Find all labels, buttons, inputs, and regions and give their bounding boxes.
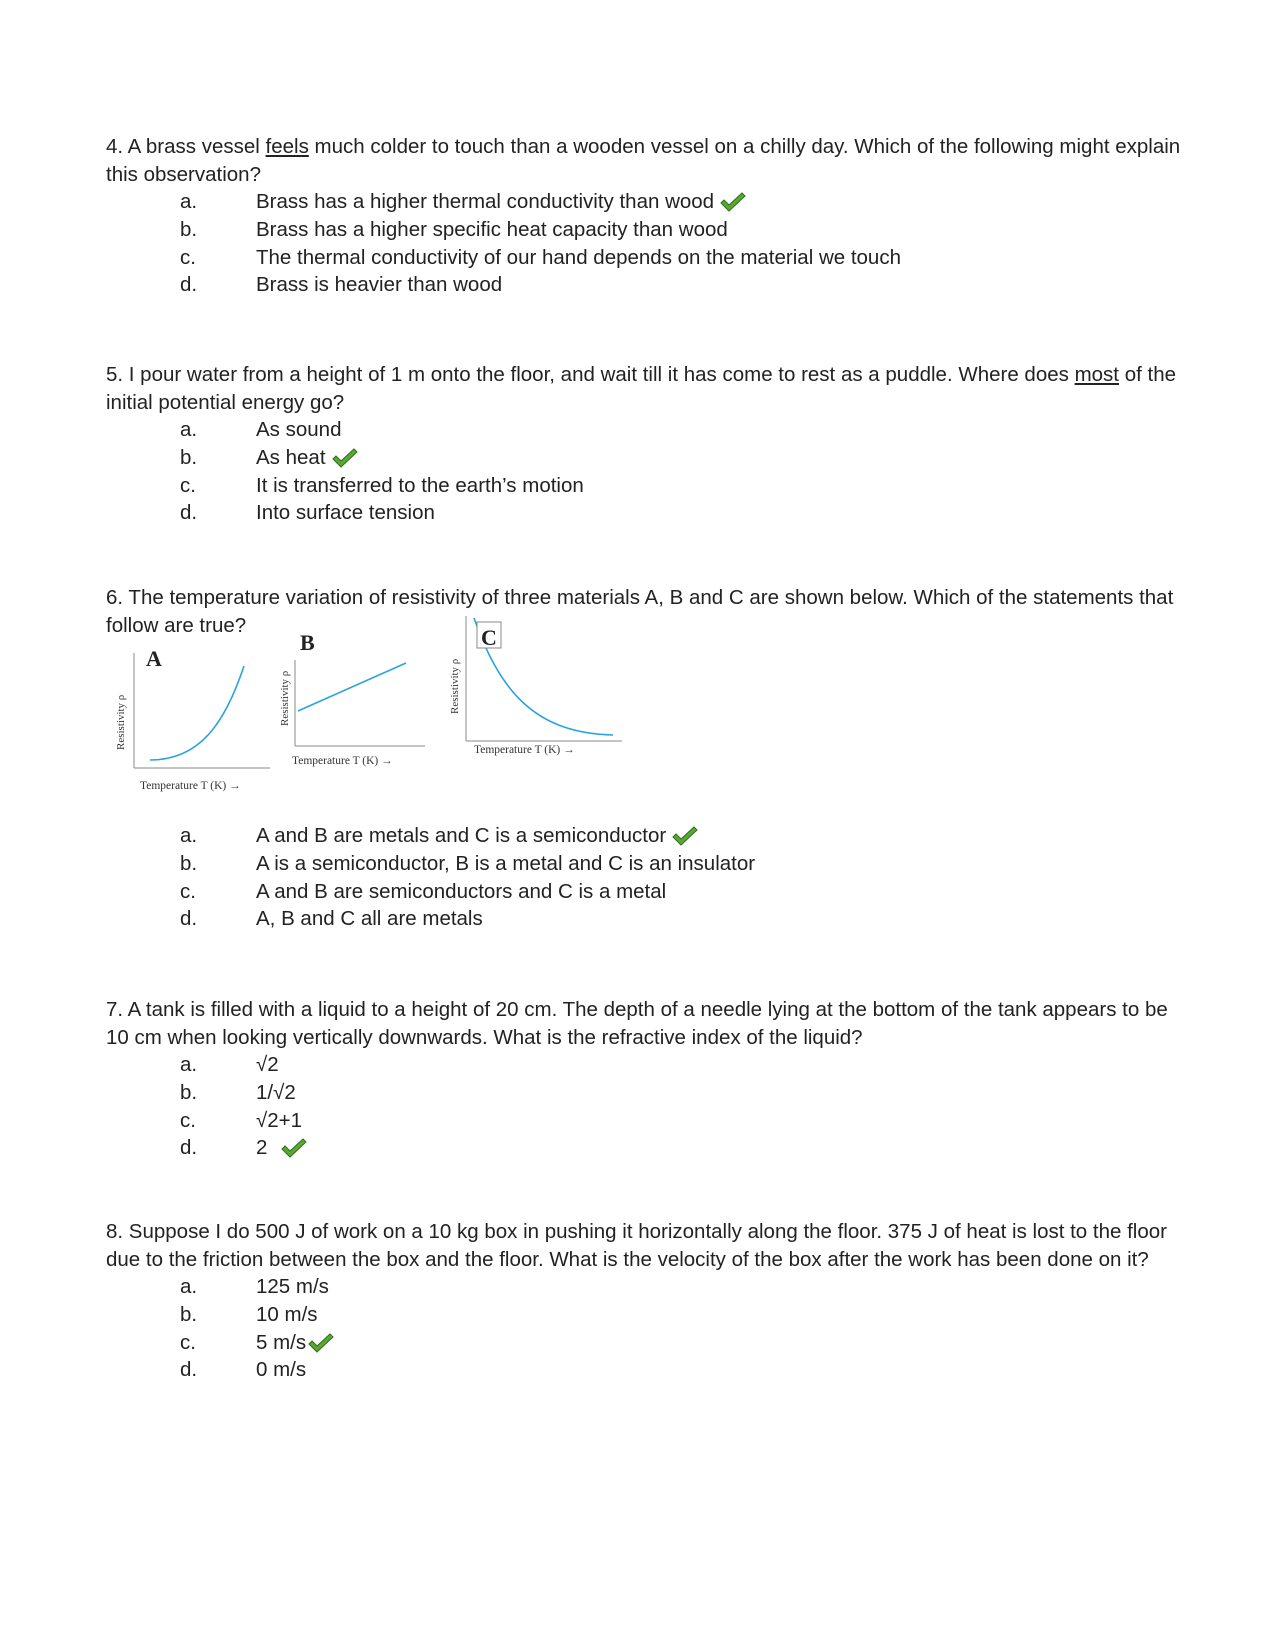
option-text: It is transferred to the earth’s motion bbox=[256, 473, 584, 497]
option-list bbox=[106, 1273, 1186, 1384]
option-c bbox=[106, 1329, 1186, 1357]
question-stem: 6. The temperature variation of resistivity of three materials A, B and C are shown below. Which of the statements that follow are true? bbox=[106, 586, 1174, 637]
option-c bbox=[106, 244, 1186, 272]
check-mark-icon bbox=[308, 1333, 334, 1353]
question-7 bbox=[106, 996, 1186, 1162]
option-letter: d. bbox=[180, 273, 198, 297]
question-6-options bbox=[106, 822, 1186, 933]
option-text: 2 bbox=[256, 1136, 268, 1160]
option-letter: b. bbox=[180, 445, 198, 469]
option-text: A, B and C all are metals bbox=[256, 907, 483, 931]
graph-c-xlabel: Temperature T (K) → bbox=[474, 744, 575, 756]
question-stem: 7. A tank is filled with a liquid to a height of 20 cm. The depth of a needle lying at the bottom of the tank appears to be 10 cm when looking vertically downwards. What is the refractive index of the liquid? bbox=[106, 998, 1168, 1049]
graph-a-label: A bbox=[146, 646, 162, 671]
option-text: 5 m/s bbox=[256, 1330, 307, 1354]
stem-text: much colder to touch than a wooden vessel on a chilly day. Which of the following might explain this observation? bbox=[106, 135, 1181, 186]
option-b bbox=[106, 444, 1186, 472]
option-letter: a. bbox=[180, 418, 198, 441]
graph-a-curve bbox=[150, 666, 244, 760]
option-letter: c. bbox=[180, 245, 196, 269]
option-letter: c. bbox=[180, 1330, 196, 1354]
option-text: Brass is heavier than wood bbox=[256, 273, 503, 297]
question-stem bbox=[106, 133, 1186, 188]
option-text: 125 m/s bbox=[256, 1275, 329, 1298]
graph-a-ylabel: Resistivity ρ bbox=[115, 694, 127, 750]
option-text: As heat bbox=[256, 445, 326, 469]
graph-b-ylabel: Resistivity ρ bbox=[279, 670, 291, 726]
graph-c-label: C bbox=[481, 625, 497, 650]
option-a bbox=[106, 416, 1186, 444]
option-a bbox=[106, 1051, 1186, 1079]
option-letter: b. bbox=[180, 1302, 198, 1326]
option-body bbox=[256, 1329, 334, 1357]
option-d bbox=[106, 1134, 1186, 1162]
check-mark-icon bbox=[281, 1138, 307, 1158]
option-a bbox=[106, 822, 1186, 850]
graph-b-line bbox=[298, 663, 406, 711]
option-d bbox=[106, 905, 1186, 933]
question-stem bbox=[106, 361, 1186, 416]
option-d bbox=[106, 499, 1186, 527]
option-list bbox=[106, 822, 1186, 933]
option-text: A and B are semiconductors and C is a metal bbox=[256, 879, 667, 903]
option-text: 0 m/s bbox=[256, 1358, 307, 1382]
graph-a-xlabel: Temperature T (K) → bbox=[140, 780, 241, 792]
stem-emphasis: feels bbox=[265, 135, 309, 158]
option-text: 10 m/s bbox=[256, 1302, 318, 1326]
stem-text: of the initial potential energy go? bbox=[106, 363, 1177, 414]
option-letter: b. bbox=[180, 217, 198, 241]
stem-text: 4. A brass vessel bbox=[106, 135, 266, 158]
option-text: Into surface tension bbox=[256, 501, 435, 525]
option-text: √2 bbox=[256, 1053, 279, 1076]
option-text: The thermal conductivity of our hand depends on the material we touch bbox=[256, 245, 901, 269]
option-letter: c. bbox=[180, 879, 196, 903]
option-letter: b. bbox=[180, 851, 198, 875]
option-a bbox=[106, 188, 1186, 216]
option-b bbox=[106, 1079, 1186, 1107]
option-letter: a. bbox=[180, 1053, 198, 1076]
option-letter: d. bbox=[180, 501, 198, 525]
option-b bbox=[106, 216, 1186, 244]
option-d bbox=[106, 271, 1186, 299]
check-mark-icon bbox=[332, 448, 358, 468]
option-letter: d. bbox=[180, 1136, 198, 1160]
option-c bbox=[106, 878, 1186, 906]
question-5 bbox=[106, 361, 1186, 527]
option-text: A is a semiconductor, B is a metal and C is an insulator bbox=[256, 851, 756, 875]
question-4 bbox=[106, 133, 1186, 299]
option-letter: c. bbox=[180, 1108, 196, 1132]
option-list bbox=[106, 1051, 1186, 1162]
option-text: Brass has a higher specific heat capacity than wood bbox=[256, 217, 728, 241]
option-body bbox=[256, 1134, 307, 1162]
option-letter: a. bbox=[180, 824, 198, 847]
resistivity-graphs bbox=[110, 625, 670, 818]
option-b bbox=[106, 1301, 1186, 1329]
option-text: 1/√2 bbox=[256, 1080, 296, 1104]
option-list bbox=[106, 188, 1186, 299]
option-letter: a. bbox=[180, 190, 198, 213]
option-letter: b. bbox=[180, 1080, 198, 1104]
option-body bbox=[256, 444, 358, 472]
option-letter: d. bbox=[180, 1358, 198, 1382]
question-8 bbox=[106, 1218, 1186, 1384]
option-letter: c. bbox=[180, 473, 196, 497]
check-mark-icon bbox=[720, 192, 746, 212]
graph-a bbox=[115, 646, 270, 792]
option-text: Brass has a higher thermal conductivity than wood bbox=[256, 190, 715, 213]
option-c bbox=[106, 1107, 1186, 1135]
option-letter: a. bbox=[180, 1275, 198, 1298]
option-list bbox=[106, 416, 1186, 527]
question-6 bbox=[106, 584, 1186, 639]
option-text: As sound bbox=[256, 418, 342, 441]
check-mark-icon bbox=[672, 826, 698, 846]
question-stem: 8. Suppose I do 500 J of work on a 10 kg box in pushing it horizontally along the floor. 375 J of heat is lost to the floor due to the friction between the box and the floor. What is the velocity of the box after the work has been done on it? bbox=[106, 1220, 1167, 1271]
graph-b-label: B bbox=[300, 630, 315, 655]
graph-b-xlabel: Temperature T (K) → bbox=[292, 755, 393, 767]
option-b bbox=[106, 850, 1186, 878]
option-body bbox=[256, 188, 746, 216]
option-c bbox=[106, 472, 1186, 500]
option-text: A and B are metals and C is a semiconductor bbox=[256, 824, 667, 847]
stem-text: 5. I pour water from a height of 1 m onto the floor, and wait till it has come to rest as a puddle. Where does bbox=[106, 363, 1075, 386]
option-body bbox=[256, 822, 698, 850]
option-a bbox=[106, 1273, 1186, 1301]
graph-b bbox=[279, 630, 425, 767]
stem-emphasis: most bbox=[1074, 363, 1120, 386]
option-d bbox=[106, 1356, 1186, 1384]
graph-c-ylabel: Resistivity ρ bbox=[449, 658, 461, 714]
option-text: √2+1 bbox=[256, 1108, 303, 1132]
option-letter: d. bbox=[180, 907, 198, 931]
resistivity-graphs-figure bbox=[110, 625, 670, 818]
